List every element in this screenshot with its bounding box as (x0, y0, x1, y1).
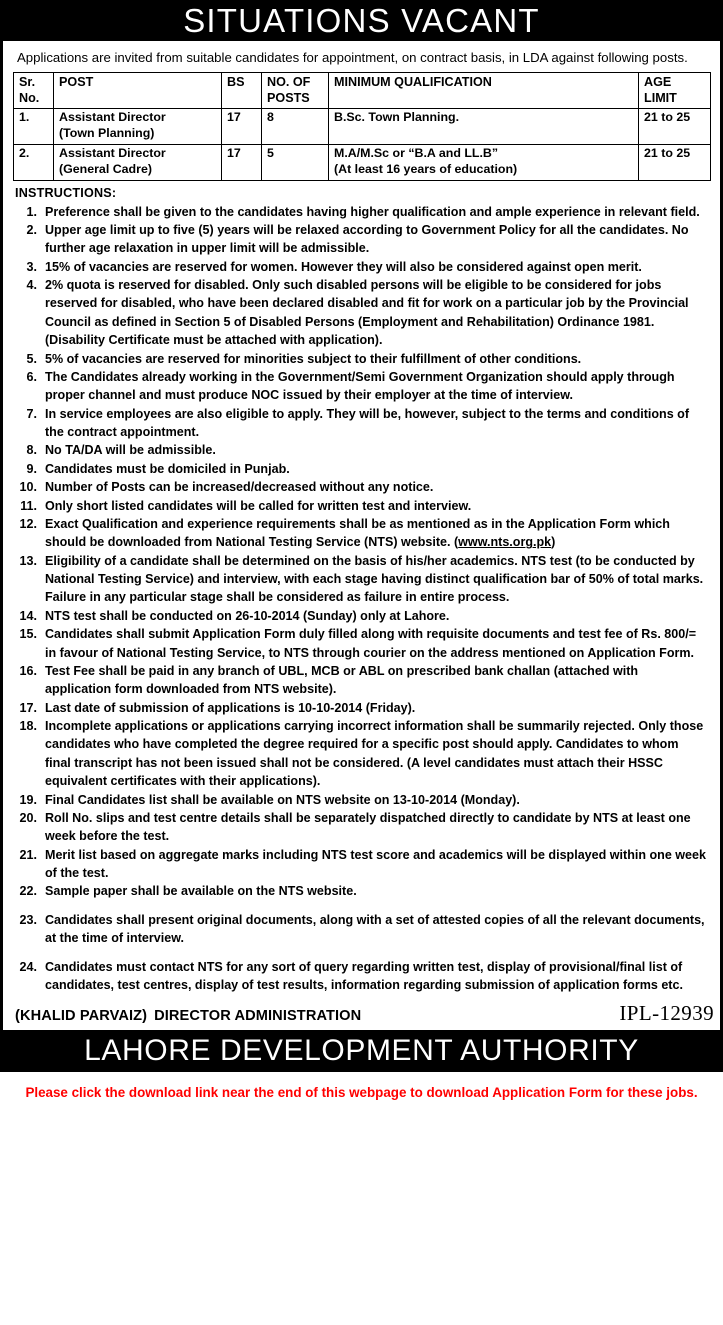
instruction-item-23 (15, 911, 706, 948)
posts-table-wrapper (3, 72, 720, 181)
instruction-number: 16. (19, 663, 37, 678)
col-header-age-limit-line2: LIMIT (644, 90, 677, 105)
instruction-item-7 (15, 405, 706, 442)
col-header-sr-no-line1: Sr. (19, 74, 36, 89)
instruction-number: 4. (26, 278, 37, 293)
cell-post-line2: (General Cadre) (59, 161, 152, 176)
col-header-bs: BS (222, 72, 262, 108)
col-header-no-of-posts-line2: POSTS (267, 90, 310, 105)
instruction-text: Preference shall be given to the candidates having higher qualification and ample experience in relevant field. (45, 204, 700, 219)
instruction-number: 23. (19, 912, 37, 927)
col-header-no-of-posts (262, 72, 329, 108)
instruction-item-12 (15, 515, 706, 552)
instruction-item-24 (15, 958, 706, 995)
instruction-text: Candidates must be domiciled in Punjab. (45, 461, 290, 476)
table-row (14, 109, 711, 145)
instruction-text: NTS test shall be conducted on 26-10-2014 (Sunday) only at Lahore. (45, 608, 450, 623)
instruction-text: Only short listed candidates will be called for written test and interview. (45, 498, 472, 513)
situations-vacant-banner (0, 0, 723, 41)
cell-no-of-posts: 8 (262, 109, 329, 145)
instruction-number: 11. (20, 498, 37, 513)
instruction-text: Candidates shall submit Application Form duly filled along with requisite documents and test fee of Rs. 800/= in favour of National Testing Service, to NTS through courier on the address mentioned on Application Form. (45, 627, 697, 660)
signatory (15, 1008, 361, 1024)
instruction-text: Final Candidates list shall be available on NTS website on 13-10-2014 (Monday). (45, 792, 520, 807)
instruction-item-14 (15, 607, 706, 625)
instruction-item-22 (15, 882, 706, 900)
cell-post-line2: (Town Planning) (59, 125, 155, 140)
instruction-number: 24. (19, 959, 37, 974)
instruction-text: 15% of vacancies are reserved for women. However they will also be considered against open merit. (45, 259, 642, 274)
col-header-age-limit-line1: AGE (644, 74, 672, 89)
cell-bs: 17 (222, 144, 262, 180)
instruction-number: 5. (26, 351, 37, 366)
instruction-number: 9. (26, 461, 37, 476)
instructions-heading: INSTRUCTIONS: (15, 185, 117, 200)
col-header-age-limit (639, 72, 711, 108)
instruction-number: 19. (19, 792, 37, 807)
download-note: Please click the download link near the end of this webpage to download Application Form for these jobs. (25, 1085, 698, 1101)
cell-age-limit: 21 to 25 (639, 109, 711, 145)
posts-table (13, 72, 711, 181)
instruction-text: Upper age limit up to five (5) years will be relaxed according to Government Policy for all the candidates. No further age relaxation in upper limit will be admissible. (45, 222, 689, 256)
instruction-item-15 (15, 625, 706, 662)
instruction-text: No TA/DA will be admissible. (45, 443, 216, 458)
instructions-list (3, 203, 720, 995)
table-header-row (14, 72, 711, 108)
instruction-number: 6. (26, 369, 37, 384)
instruction-item-4 (15, 276, 706, 350)
instruction-number: 21. (19, 847, 37, 862)
instruction-item-16 (15, 662, 706, 699)
instruction-item-1 (15, 203, 706, 221)
cell-bs: 17 (222, 109, 262, 145)
instruction-text: Candidates must contact NTS for any sort of query regarding written test, display of provisional/final list of candidates, test centres, display of test results, information regarding submission of application forms etc. (45, 959, 683, 992)
instruction-number: 3. (26, 259, 37, 274)
instruction-item-13 (15, 552, 706, 607)
instruction-text: 2% quota is reserved for disabled. Only such disabled persons will be eligible to be considered for jobs reserved for disabled, who have been declared disabled and fit for work on a particular job by the Provincial Council as defined in Section 5 of Disabled Persons (Employment and Rehabilitation) Ordinance 1981. (Disability Certificate must be attached with application). (45, 278, 689, 348)
instruction-item-21 (15, 846, 706, 883)
instruction-item-3 (15, 258, 706, 276)
instruction-text: 5% of vacancies are reserved for minorities subject to their fulfillment of other conditions. (45, 351, 582, 366)
signatory-designation: DIRECTOR ADMINISTRATION (154, 1008, 362, 1025)
instruction-number: 8. (26, 443, 37, 458)
instruction-number: 1. (26, 204, 37, 219)
instruction-item-11 (15, 497, 706, 515)
instruction-number: 13. (19, 553, 37, 568)
instruction-text: In service employees are also eligible to apply. They will be, however, subject to the terms and conditions of the contract appointment. (45, 406, 690, 440)
instruction-item-9 (15, 460, 706, 478)
instruction-number: 10. (19, 480, 37, 495)
cell-no-of-posts: 5 (262, 144, 329, 180)
instruction-item-17 (15, 699, 706, 717)
instruction-number: 18. (19, 719, 37, 734)
instruction-number: 7. (26, 406, 37, 421)
instruction-number: 15. (19, 627, 37, 642)
cell-post-line1: Assistant Director (59, 145, 166, 160)
instruction-text: Roll No. slips and test centre details shall be separately dispatched directly to candidate by NTS at least one week before the test. (45, 810, 691, 844)
cell-age-limit: 21 to 25 (639, 144, 711, 180)
instruction-text: Merit list based on aggregate marks including NTS test score and academics will be displayed within one week of the test. (45, 847, 706, 881)
cell-post (54, 109, 222, 145)
instruction-text: Eligibility of a candidate shall be determined on the basis of his/her academics. NTS test (to be conducted by National Testing Service) and interview, with each stage having distinct qualification bar of 50% of total marks. Failure in any particular stage shall be considered as failure in entire process. (45, 553, 704, 605)
page-title: SITUATIONS VACANT (183, 2, 540, 39)
instruction-number: 14. (19, 608, 37, 623)
instruction-text: Test Fee shall be paid in any branch of UBL, MCB or ABL on prescribed bank challan (attached with application form downloaded from NTS website). (45, 663, 639, 697)
cell-post-line1: Assistant Director (59, 110, 166, 125)
instruction-item-6 (15, 368, 706, 405)
cell-post (54, 144, 222, 180)
cell-qualification-line2: (At least 16 years of education) (334, 161, 518, 176)
instruction-item-20 (15, 809, 706, 846)
instruction-text: The Candidates already working in the Government/Semi Government Organization should apply through proper channel and must produce NOC issued by their employer at the time of interview. (45, 369, 675, 403)
instruction-text: Number of Posts can be increased/decreased without any notice. (45, 480, 434, 495)
cell-qualification-line1: B.Sc. Town Planning. (334, 110, 460, 125)
instruction-item-8 (15, 441, 706, 459)
instruction-item-2 (15, 221, 706, 258)
intro-paragraph: Applications are invited from suitable candidates for appointment, on contract basis, in LDA against following posts. (17, 50, 688, 65)
instruction-text: Sample paper shall be available on the NTS website. (45, 884, 357, 899)
col-header-sr-no-line2: No. (19, 90, 40, 105)
cell-qualification (329, 144, 639, 180)
document-frame (0, 41, 723, 1030)
col-header-post: POST (54, 72, 222, 108)
cell-sr-no: 2. (14, 144, 54, 180)
instruction-text: Last date of submission of applications is 10-10-2014 (Friday). (45, 700, 416, 715)
cell-sr-no: 1. (14, 109, 54, 145)
col-header-no-of-posts-line1: NO. OF (267, 74, 311, 89)
instruction-number: 22. (19, 884, 37, 899)
instruction-item-19 (15, 791, 706, 809)
instruction-number: 17. (19, 700, 37, 715)
instruction-item-10 (15, 478, 706, 496)
authority-name: LAHORE DEVELOPMENT AUTHORITY (84, 1034, 639, 1068)
instruction-text: Exact Qualification and experience requirements shall be as mentioned as in the Application Form which should be downloaded from National Testing Service (NTS) website. (www.nts.org.pk) (45, 516, 670, 550)
authority-banner (0, 1030, 723, 1072)
col-header-sr-no (14, 72, 54, 108)
signature-row (3, 994, 720, 1030)
instruction-text: Candidates shall present original documents, along with a set of attested copies of all the relevant documents, at the time of interview. (45, 912, 705, 946)
instruction-item-5 (15, 350, 706, 368)
col-header-minimum-qualification: MINIMUM QUALIFICATION (329, 72, 639, 108)
cell-qualification-line1: M.A/M.Sc or “B.A and LL.B” (334, 145, 499, 160)
signatory-name: (KHALID PARVAIZ) (15, 1008, 148, 1025)
instruction-number: 12. (19, 516, 37, 531)
cell-qualification (329, 109, 639, 145)
instruction-item-18 (15, 717, 706, 791)
instruction-text: Incomplete applications or applications carrying incorrect information shall be summarily rejected. Only those candidates who have completed the degree required for a specific post should apply. Candidates to whom final transcript has not been issued shall not be considered. (A level candidates must attach their HSSC equivalent certificates with their applications). (45, 719, 704, 789)
table-row (14, 144, 711, 180)
instruction-number: 2. (26, 222, 37, 237)
reference-code: IPL-12939 (619, 1001, 714, 1026)
instruction-number: 20. (19, 810, 37, 825)
